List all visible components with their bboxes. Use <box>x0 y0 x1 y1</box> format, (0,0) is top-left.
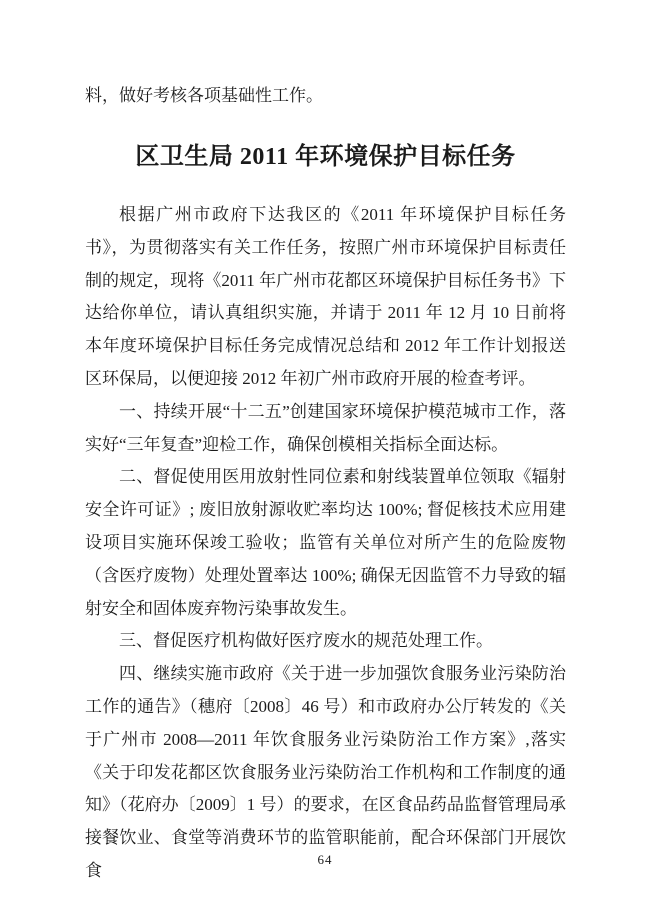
document-content <box>85 80 566 888</box>
paragraph-item-two: 二、督促使用医用放射性同位素和射线装置单位领取《辐射安全许可证》; 废旧放射源收贮率均达 100%; 督促核技术应用建设项目实施环保竣工验收；监管有关单位对所产生的危险废物（含医疗废物）处理处置率达 100%; 确保无因监管不力导致的辐射安全和固体废弃物污染事故发生。 <box>85 467 566 618</box>
document-title: 区卫生局 2011 年环境保护目标任务 <box>135 144 516 170</box>
continuation-text: 料，做好考核各项基础性工作。 <box>85 86 323 105</box>
paragraph-item-three: 三、督促医疗机构做好医疗废水的规范处理工作。 <box>119 631 493 651</box>
page-number: 64 <box>317 852 333 867</box>
paragraph-intro: 根据广州市政府下达我区的《2011 年环境保护目标任务书》，为贯彻落实有关工作任务，按照广州市环境保护目标责任制的规定，现将《2011 年广州市花都区环境保护目标任务书》下达给你单位，请认真组织实施，并请于 2011 年 12 月 10 日前将本年度环境保护目标任务完成情况总结和 2012 年工作计划报送区环保局，以便迎接 2012 年初广州市政府开展的检查考评。 <box>85 205 566 388</box>
paragraph-item-one: 一、持续开展“十二五”创建国家环境保护模范城市工作，落实好“三年复查”迎检工作，确保创模相关指标全面达标。 <box>85 401 566 454</box>
paragraph-item-four: 四、继续实施市政府《关于进一步加强饮食服务业污染防治工作的通告》（穗府〔2008〕46 号）和市政府办公厅转发的《关于广州市 2008—2011 年饮食服务业污染防治工作方案》,落实《关于印发花都区饮食服务业污染防治工作机构和工作制度的通知》（花府办〔2009〕1 号）的要求，在区食品药品监督管理局承接餐饮业、食堂等消费环节的监管职能前，配合环保部门开展饮食 <box>85 664 566 880</box>
